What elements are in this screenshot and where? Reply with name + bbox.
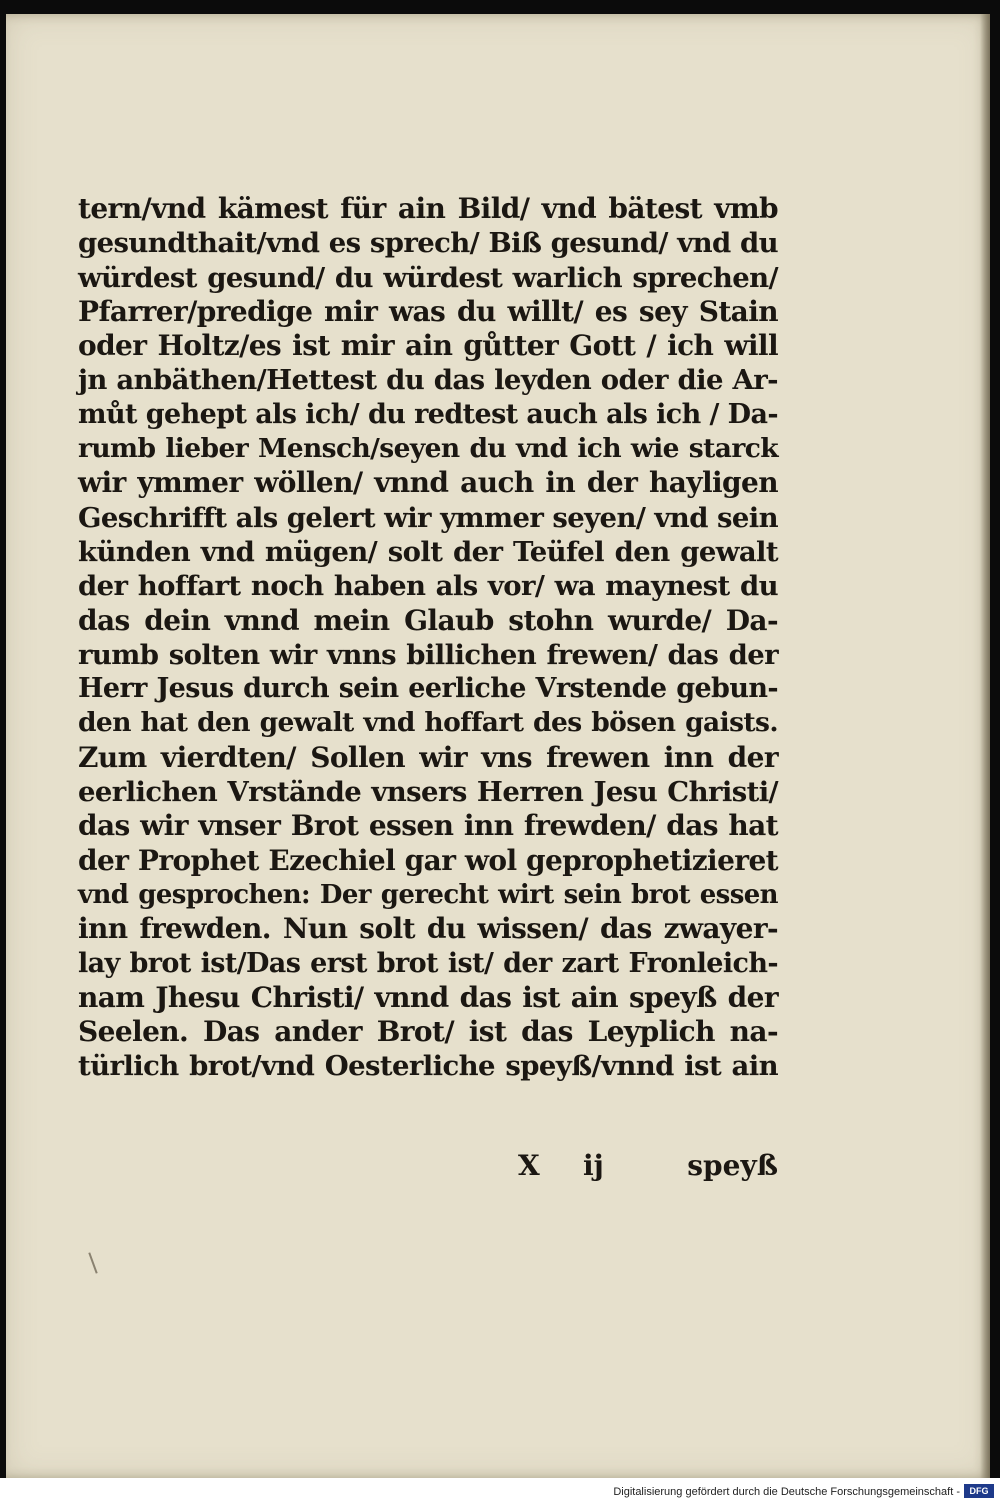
text-line-22: inn frewden. Nun solt du wissen/ das zwayer- bbox=[78, 912, 778, 946]
scan-speck bbox=[88, 1252, 97, 1273]
text-line-21: vnd gesprochen: Der gerecht wirt sein brot essen bbox=[78, 879, 778, 910]
text-line-8: rumb lieber Mensch/seyen du vnd ich wie starck bbox=[78, 433, 778, 465]
catchword: speyß bbox=[687, 1149, 778, 1182]
text-line-5: oder Holtz/es ist mir ain gůtter Gott / ich will bbox=[78, 329, 778, 363]
dfg-logo: DFG bbox=[964, 1484, 994, 1498]
text-line-10: Geschrifft als gelert wir ymmer seyen/ vnd sein bbox=[78, 501, 778, 534]
leaf-number: ij bbox=[583, 1149, 604, 1182]
text-line-20: der Prophet Ezechiel gar wol geprophetizieret bbox=[78, 843, 778, 877]
text-line-6: jn anbäthen/Hettest du das leyden oder die Ar- bbox=[78, 364, 778, 397]
text-line-3: würdest gesund/ du würdest warlich sprechen/ bbox=[78, 261, 778, 294]
text-line-16: den hat den gewalt vnd hoffart des bösen gaists. bbox=[78, 707, 778, 739]
signature-mark: X bbox=[518, 1149, 540, 1182]
page-footer bbox=[78, 1149, 778, 1185]
text-line-1: tern/vnd kämest für ain Bild/ vnd bätest vmb bbox=[78, 192, 778, 225]
text-line-12: der hoffart noch haben als vor/ wa maynest du bbox=[78, 570, 778, 603]
text-line-4: Pfarrer/predige mir was du willt/ es sey Stain bbox=[78, 294, 778, 328]
text-line-11: künden vnd mügen/ solt der Teüfel den gewalt bbox=[78, 535, 778, 568]
text-line-23: lay brot ist/Das erst brot ist/ der zart Fronleich- bbox=[78, 947, 778, 979]
text-line-15: Herr Jesus durch sein eerliche Vrstende gebun- bbox=[78, 673, 778, 705]
text-line-13: das dein vnnd mein Glaub stohn wurde/ Da- bbox=[78, 603, 778, 637]
text-line-19: das wir vnser Brot essen inn frewden/ das hat bbox=[78, 809, 778, 843]
text-line-25: Seelen. Das ander Brot/ ist das Leyplich na- bbox=[78, 1015, 778, 1049]
text-line-24: nam Jhesu Christi/ vnnd das ist ain speyß der bbox=[78, 980, 778, 1014]
credit-bar bbox=[0, 1478, 1000, 1502]
funding-credit: Digitalisierung gefördert durch die Deutsche Forschungsgemeinschaft - bbox=[613, 1486, 960, 1498]
text-line-9: wir ymmer wöllen/ vnnd auch in der hayligen bbox=[78, 466, 778, 500]
text-line-2: gesundthait/vnd es sprech/ Biß gesund/ vnd du bbox=[78, 227, 778, 260]
page-edge-shadow bbox=[980, 14, 990, 1478]
text-line-14: rumb solten wir vnns billichen frewen/ das der bbox=[78, 638, 778, 671]
text-line-18: eerlichen Vrstände vnsers Herren Jesu Christi/ bbox=[78, 776, 778, 809]
text-block bbox=[78, 192, 778, 1084]
text-line-17: Zum vierdten/ Sollen wir vns frewen inn der bbox=[78, 740, 778, 774]
text-line-7: můt gehept als ich/ du redtest auch als ich / Da- bbox=[78, 398, 778, 430]
text-line-26: türlich brot/vnd Oesterliche speyß/vnnd ist ain bbox=[78, 1050, 778, 1083]
scanned-page bbox=[6, 14, 990, 1478]
